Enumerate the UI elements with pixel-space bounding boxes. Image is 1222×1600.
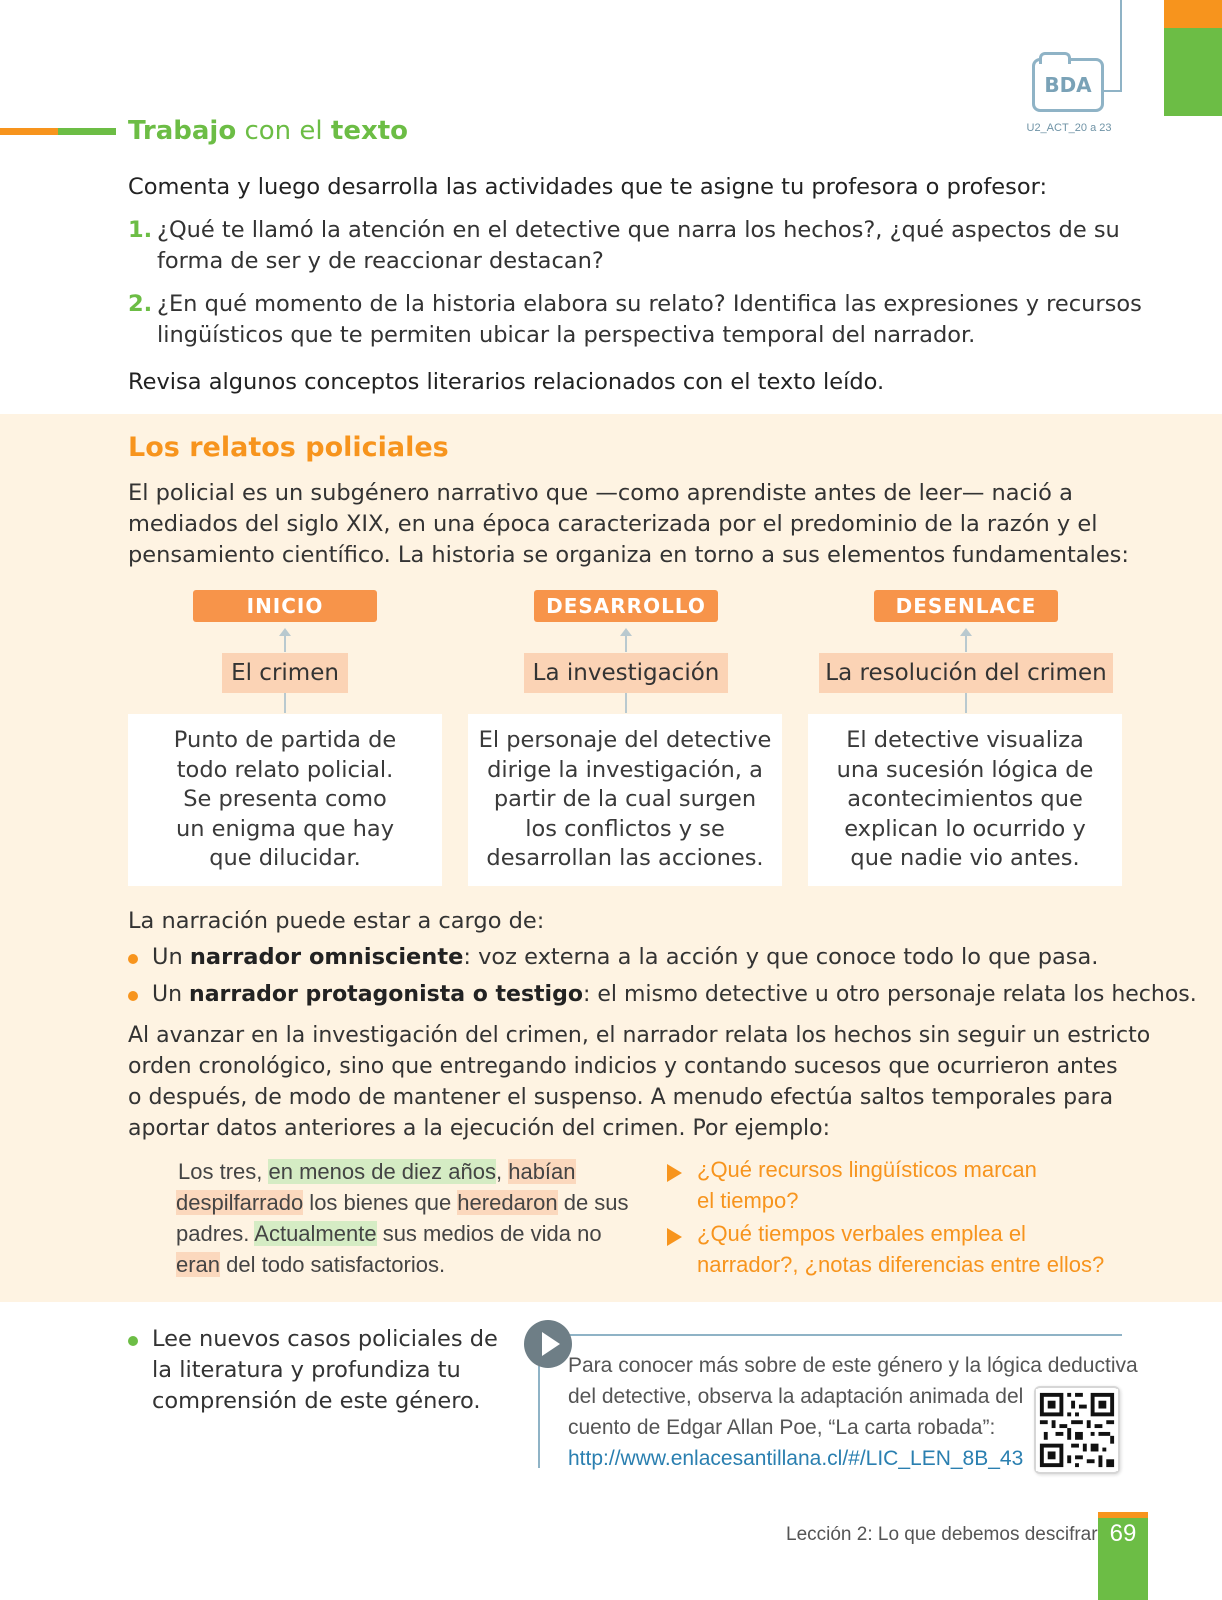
phase-resolucion: La resolución del crimen (819, 653, 1113, 693)
question-2-line2: lingüísticos que te permiten ubicar la perspectiva temporal del narrador. (157, 322, 976, 348)
highlight-time: en menos de diez años (268, 1159, 496, 1184)
connector-line (284, 693, 286, 713)
prompt-1-line1: ¿Qué recursos lingüísticos marcan (697, 1157, 1037, 1182)
phase-crimen: El crimen (222, 653, 348, 693)
example-line3 (176, 1218, 602, 1249)
example-line4 (176, 1249, 445, 1280)
example-text: , (495, 1159, 509, 1184)
card-desarrollo-line2: dirige la investigación, a (487, 756, 763, 783)
paragraph-line3: o después, de modo de mantener el suspenso. A menudo efectúa saltos temporales para (128, 1085, 1114, 1110)
paragraph-line4: aportar datos anteriores a la ejecución del crimen. Por ejemplo: (128, 1116, 831, 1141)
card-desenlace (808, 714, 1122, 886)
card-desenlace-line1: El detective visualiza (846, 727, 1084, 753)
question-2-line1: ¿En qué momento de la historia elabora su relato? Identifica las expresiones y recursos (157, 291, 1142, 317)
bullet-2-post: : el mismo detective u otro personaje relata los hechos. (582, 982, 1197, 1007)
video-link[interactable]: http://www.enlacesantillana.cl/#/LIC_LEN_8B_43 (568, 1447, 1024, 1470)
example-text: del todo satisfactorios. (220, 1252, 446, 1277)
card-desenlace-line4: explican lo ocurrido y (844, 815, 1086, 842)
page-tab-accent (1098, 1512, 1148, 1518)
bda-code: U2_ACT_20 a 23 (1026, 122, 1112, 134)
card-inicio (128, 714, 442, 886)
bullet-1-pre: Un (152, 944, 190, 970)
question-1-line2: forma de ser y de reaccionar destacan? (157, 248, 604, 274)
prompt-1-line2: el tiempo? (697, 1188, 799, 1213)
page-number: 69 (1109, 1520, 1137, 1547)
bullet-2-pre: Un (152, 982, 190, 1007)
arrow-line (965, 634, 967, 652)
bda-label: BDA (1044, 73, 1092, 97)
card-desenlace-line5: que nadie vio antes. (850, 845, 1080, 871)
card-desenlace-line3: acontecimientos que (847, 786, 1083, 812)
footer-lesson: Lección 2: Lo que debemos descifrar (786, 1524, 1098, 1545)
prompt-2-line1: ¿Qué tiempos verbales emplea el (697, 1221, 1026, 1246)
label-desenlace: DESENLACE (874, 590, 1058, 622)
top-tab-green (1164, 28, 1222, 116)
card-inicio-line5: que dilucidar. (209, 845, 361, 871)
arrow-line (625, 634, 627, 652)
top-tab-orange (1164, 0, 1222, 28)
card-desarrollo (468, 714, 782, 886)
question-1-number: 1. (128, 217, 153, 243)
example-text: sus medios de vida no (376, 1221, 602, 1246)
qr-code[interactable] (1034, 1386, 1120, 1474)
concept-title: Los relatos policiales (128, 432, 449, 463)
concept-intro-line2: mediados del siglo XIX, en una época caracterizada por el predominio de la razón y el (128, 511, 1098, 537)
card-desarrollo-line5: desarrollan las acciones. (486, 845, 764, 871)
question-1-line1: ¿Qué te llamó la atención en el detective que narra los hechos?, ¿qué aspectos de su (157, 217, 1120, 243)
card-inicio-line3: Se presenta como (183, 786, 387, 812)
triangle-bullet-icon (667, 1164, 682, 1182)
qr-code-pattern (1036, 1388, 1118, 1472)
highlight-verb: eran (176, 1252, 221, 1277)
question-2-number: 2. (128, 291, 153, 317)
example-text: Los tres, (178, 1159, 269, 1184)
connector-line (625, 693, 627, 713)
card-inicio-line2: todo relato policial. (176, 756, 394, 783)
play-triangle (542, 1332, 560, 1356)
bullet-dot (128, 991, 138, 1001)
arrow-line (284, 634, 286, 652)
bda-connector (1120, 0, 1122, 92)
highlight-time: Actualmente (254, 1221, 377, 1246)
example-text: los bienes que (303, 1190, 458, 1215)
example-text: padres. (176, 1221, 255, 1246)
header-bar-orange (0, 128, 58, 135)
label-inicio: INICIO (193, 590, 377, 622)
bda-folder-icon[interactable] (1032, 58, 1104, 112)
bullet-dot (128, 1336, 138, 1346)
highlight-verb: habían (508, 1159, 576, 1184)
triangle-bullet-icon (667, 1228, 682, 1246)
bda-connector-elbow (1102, 90, 1122, 92)
video-text-line3: cuento de Edgar Allan Poe, “La carta robada”: (568, 1416, 996, 1439)
section-title-part1: Trabajo (128, 116, 237, 146)
card-desarrollo-line3: partir de la cual surgen (493, 786, 757, 812)
video-text-line1: Para conocer más sobre de este género y la lógica deductiva (568, 1354, 1138, 1377)
highlight-verb: despilfarrado (176, 1190, 304, 1215)
bullet-2-bold: narrador protagonista o testigo (189, 982, 583, 1007)
video-divider (570, 1334, 1122, 1336)
paragraph-line1: Al avanzar en la investigación del crimen, el narrador relata los hechos sin seguir un estricto (128, 1023, 1151, 1048)
review-text: Revisa algunos conceptos literarios relacionados con el texto leído. (128, 369, 885, 395)
card-inicio-line1: Punto de partida de (173, 727, 397, 753)
bullet-protagonist (152, 979, 1197, 1010)
concept-intro-line1: El policial es un subgénero narrativo que —como aprendiste antes de leer— nació a (128, 480, 1073, 506)
reading-tip-line2: la literatura y profundiza tu (152, 1357, 461, 1383)
section-title-part2: con el (236, 116, 331, 146)
narration-intro: La narración puede estar a cargo de: (128, 908, 545, 934)
bullet-1-post: : voz externa a la acción y que conoce todo lo que pasa. (463, 944, 1099, 970)
card-inicio-line4: un enigma que hay (175, 815, 395, 842)
concept-intro-line3: pensamiento científico. La historia se organiza en torno a sus elementos fundamentales: (128, 542, 1129, 568)
example-line1 (178, 1156, 576, 1187)
reading-tip-line3: comprensión de este género. (152, 1388, 481, 1414)
card-desenlace-line2: una sucesión lógica de (836, 756, 1094, 783)
paragraph-line2: orden cronológico, sino que entregando indicios y contando sucesos que ocurrieron antes (128, 1054, 1118, 1079)
play-icon[interactable] (524, 1320, 572, 1368)
prompt-2-line2: narrador?, ¿notas diferencias entre ellos? (697, 1252, 1105, 1277)
header-bar-green (58, 128, 116, 135)
label-desarrollo: DESARROLLO (534, 590, 718, 622)
video-divider-vertical (538, 1366, 540, 1468)
card-desarrollo-line4: los conflictos y se (525, 815, 725, 842)
example-text: de sus (557, 1190, 629, 1215)
section-title-part3: texto (330, 116, 409, 146)
highlight-verb: heredaron (457, 1190, 558, 1215)
video-text-line2: del detective, observa la adaptación animada del (568, 1385, 1024, 1408)
bullet-omniscient (152, 942, 1098, 973)
instructions: Comenta y luego desarrolla las actividades que te asigne tu profesora o profesor: (128, 174, 1048, 200)
bullet-dot (128, 954, 138, 964)
section-title (128, 116, 408, 146)
phase-investigacion: La investigación (524, 653, 728, 693)
example-line2 (176, 1187, 629, 1218)
card-desarrollo-line1: El personaje del detective (478, 727, 772, 753)
connector-line (965, 693, 967, 713)
reading-tip-line1: Lee nuevos casos policiales de (152, 1326, 498, 1352)
bullet-1-bold: narrador omnisciente (189, 944, 464, 970)
